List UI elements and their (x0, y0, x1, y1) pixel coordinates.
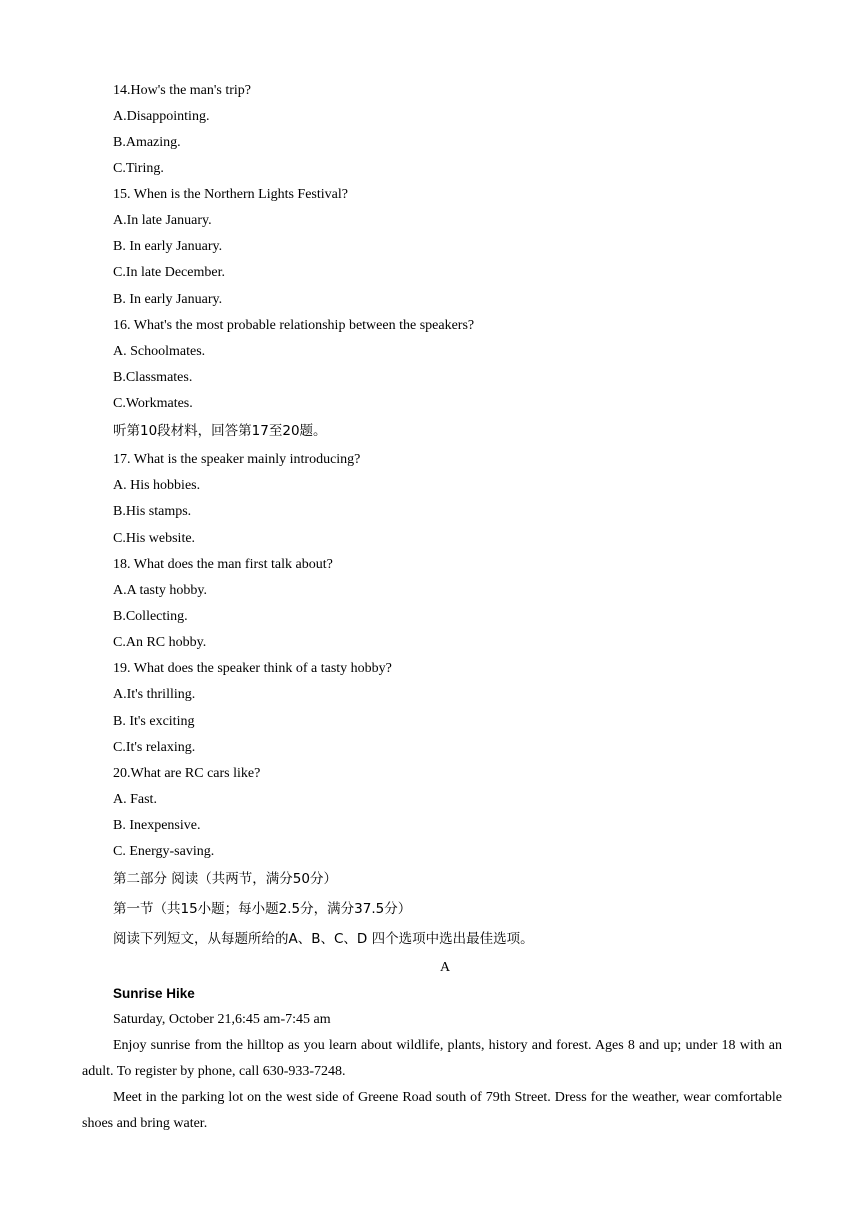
option-20a: A. Fast. (113, 792, 157, 807)
option-15b-repeat: B. In early January. (113, 292, 223, 307)
option-15a: A.In late January. (113, 213, 212, 228)
option-20b: B. Inexpensive. (113, 818, 201, 833)
option-20c: C. Energy-saving. (113, 844, 215, 859)
question-16: 16. What's the most probable relationship between the speakers? (113, 318, 475, 333)
option-14b: B.Amazing. (113, 135, 181, 150)
question-20: 20.What are RC cars like? (113, 766, 261, 781)
option-19a: A.It's thrilling. (113, 687, 196, 702)
option-16a: A. Schoolmates. (113, 344, 206, 359)
part-title: 第二部分 阅读（共两节，满分50分） (113, 871, 337, 887)
option-17a: A. His hobbies. (113, 478, 201, 493)
option-16c: C.Workmates. (113, 396, 193, 411)
section-instruction-10: 听第10段材料，回答第17至20题。 (113, 423, 327, 439)
question-19: 19. What does the speaker think of a tasty hobby? (113, 661, 392, 676)
reading-instruction: 阅读下列短文，从每题所给的A、B、C、D 四个选项中选出最佳选项。 (113, 931, 534, 947)
option-19b: B. It's exciting (113, 714, 195, 729)
question-17: 17. What is the speaker mainly introducing? (113, 452, 361, 467)
option-19c: C.It's relaxing. (113, 740, 196, 755)
question-15: 15. When is the Northern Lights Festival? (113, 187, 348, 202)
question-14: 14.How's the man's trip? (113, 83, 252, 98)
option-17b: B.His stamps. (113, 504, 192, 519)
option-14a: A.Disappointing. (113, 109, 210, 124)
option-18a: A.A tasty hobby. (113, 583, 207, 598)
option-15b: B. In early January. (113, 239, 223, 254)
passage-date: Saturday, October 21,6:45 am-7:45 am (113, 1012, 331, 1027)
question-18: 18. What does the man first talk about? (113, 557, 333, 572)
passage-title: Sunrise Hike (113, 986, 195, 1001)
option-14c: C.Tiring. (113, 161, 164, 176)
passage-paragraph-1: Enjoy sunrise from the hilltop as you learn about wildlife, plants, history and forest. Ages 8 and up; under 18 with an adult. To register by phone, call 630-933-7248. (82, 1038, 782, 1079)
option-16b: B.Classmates. (113, 370, 193, 385)
option-18c: C.An RC hobby. (113, 635, 207, 650)
passage-label: A (439, 960, 451, 975)
section-title: 第一节（共15小题；每小题2.5分，满分37.5分） (113, 901, 412, 917)
passage-paragraph-2: Meet in the parking lot on the west side of Greene Road south of 79th Street. Dress for the weather, wear comfortable shoes and bring water. (82, 1090, 782, 1131)
option-17c: C.His website. (113, 531, 196, 546)
option-15c: C.In late December. (113, 265, 225, 280)
option-18b: B.Collecting. (113, 609, 188, 624)
